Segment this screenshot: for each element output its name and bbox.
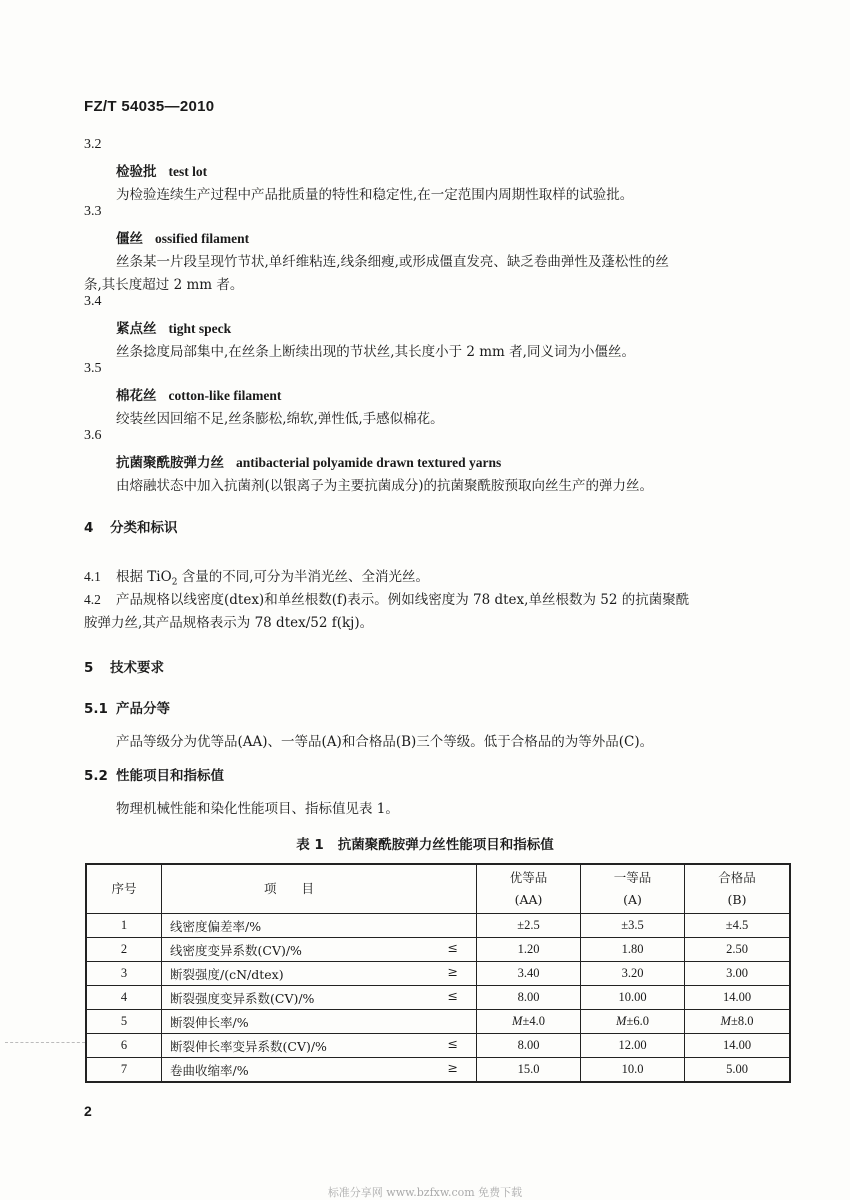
clause-number: 5.2 xyxy=(84,768,108,784)
cell-aa: ±2.5 xyxy=(477,914,581,938)
term-cn: 抗菌聚酰胺弹力丝 xyxy=(116,455,224,471)
clause-text: 产品规格以线密度(dtex)和单丝根数(f)表示。例如线密度为 78 dtex,单丝根数为 52 的抗菌聚酰 xyxy=(116,592,690,608)
item-label: 断裂伸长率变异系数(CV)/% xyxy=(170,1038,327,1054)
item-label: 断裂伸长率/% xyxy=(170,1014,249,1030)
header-b-code: (B) xyxy=(727,892,747,907)
term-en: antibacterial polyamide drawn textured yarns xyxy=(236,455,502,470)
term-number: 3.3 xyxy=(84,204,102,219)
cell-no: 7 xyxy=(86,1058,162,1083)
header-a-label: 一等品 xyxy=(613,870,652,885)
term-number: 3.2 xyxy=(84,137,102,152)
term-cn: 检验批 xyxy=(116,164,157,180)
term-en: tight speck xyxy=(168,321,232,336)
cell-aa: 1.20 xyxy=(477,938,581,962)
cell-no: 3 xyxy=(86,962,162,986)
table-row xyxy=(86,962,790,986)
table-row xyxy=(86,1010,790,1034)
cell-item xyxy=(162,1034,477,1058)
cell-item xyxy=(162,938,477,962)
term-title xyxy=(116,451,501,471)
term-definition: 丝条某一片段呈现竹节状,单纤维粘连,线条细瘦,或形成僵直发亮、缺乏卷曲弹性及蓬松性的丝 xyxy=(116,254,669,270)
table-row xyxy=(86,938,790,962)
cell-item xyxy=(162,986,477,1010)
item-label: 线密度偏差率/% xyxy=(170,918,262,934)
clause-number: 4.1 xyxy=(84,569,101,584)
cell-b: M±8.0 xyxy=(685,1010,791,1034)
cell-item xyxy=(162,1010,477,1034)
cell-no: 6 xyxy=(86,1034,162,1058)
clause-subscript: 2 xyxy=(171,577,178,588)
cell-no: 4 xyxy=(86,986,162,1010)
clause-title: 性能项目和指标值 xyxy=(116,768,224,784)
table-header-row xyxy=(86,864,790,914)
term-title xyxy=(116,317,231,337)
section-number: 4 xyxy=(84,520,94,536)
term-definition: 绞装丝因回缩不足,丝条膨松,绵软,弹性低,手感似棉花。 xyxy=(116,411,444,427)
section-title: 分类和标识 xyxy=(110,520,178,536)
term-definition-cont: 条,其长度超过 2 mm 者。 xyxy=(84,277,244,293)
cell-a: 3.20 xyxy=(581,962,685,986)
term-definition: 为检验连续生产过程中产品批质量的特性和稳定性,在一定范围内周期性取样的试验批。 xyxy=(116,187,634,203)
cell-item xyxy=(162,962,477,986)
table-row xyxy=(86,914,790,938)
cell-b: ±4.5 xyxy=(685,914,791,938)
term-title xyxy=(116,384,281,404)
cell-a: M±6.0 xyxy=(581,1010,685,1034)
section-heading xyxy=(84,516,178,536)
term-cn: 紧点丝 xyxy=(116,321,157,337)
item-label: 断裂强度/(cN/dtex) xyxy=(170,966,284,982)
table-caption-title: 抗菌聚酰胺弹力丝性能项目和指标值 xyxy=(337,837,554,853)
item-label: 断裂强度变异系数(CV)/% xyxy=(170,990,315,1006)
term-number: 3.5 xyxy=(84,361,102,376)
table-row xyxy=(86,1058,790,1083)
cell-a: 10.00 xyxy=(581,986,685,1010)
term-number: 3.4 xyxy=(84,294,102,309)
clause-text-pre: 根据 TiO xyxy=(116,569,172,585)
cell-a: ±3.5 xyxy=(581,914,685,938)
section-number: 5 xyxy=(84,660,94,676)
cell-aa: 3.40 xyxy=(477,962,581,986)
term-definition: 由熔融状态中加入抗菌剂(以银离子为主要抗菌成分)的抗菌聚酰胺预取向丝生产的弹力丝。 xyxy=(116,478,654,494)
cell-a: 10.0 xyxy=(581,1058,685,1083)
term-cn: 棉花丝 xyxy=(116,388,157,404)
comparison-operator: ≤ xyxy=(447,940,458,955)
header-a xyxy=(581,864,685,914)
table-row xyxy=(86,986,790,1010)
comparison-operator: ≤ xyxy=(447,988,458,1003)
clause-5-2-text: 物理机械性能和染化性能项目、指标值见表 1。 xyxy=(116,801,399,817)
cell-item xyxy=(162,914,477,938)
cell-no: 5 xyxy=(86,1010,162,1034)
section-title: 技术要求 xyxy=(110,660,164,676)
table-row xyxy=(86,1034,790,1058)
cell-b: 14.00 xyxy=(685,1034,791,1058)
term-en: test lot xyxy=(168,164,208,179)
term-definition: 丝条捻度局部集中,在丝条上断续出现的节状丝,其长度小于 2 mm 者,同义词为小僵丝。 xyxy=(116,344,635,360)
clause-5-2-heading xyxy=(84,764,224,784)
header-b-label: 合格品 xyxy=(718,870,756,885)
cell-item xyxy=(162,1058,477,1083)
clause-4-2 xyxy=(84,588,689,608)
cell-aa: 8.00 xyxy=(477,986,581,1010)
item-label: 线密度变异系数(CV)/% xyxy=(170,942,302,958)
cell-b: 5.00 xyxy=(685,1058,791,1083)
comparison-operator: ≥ xyxy=(447,1060,458,1075)
watermark: 标准分享网 www.bzfxw.com 免费下载 xyxy=(327,1186,523,1199)
cell-aa: M±4.0 xyxy=(477,1010,581,1034)
header-item: 项 目 xyxy=(162,864,477,914)
term-cn: 僵丝 xyxy=(116,231,143,247)
cell-no: 1 xyxy=(86,914,162,938)
header-no: 序号 xyxy=(86,864,162,914)
header-aa xyxy=(477,864,581,914)
clause-title: 产品分等 xyxy=(116,701,170,717)
header-aa-label: 优等品 xyxy=(509,870,548,885)
cell-no: 2 xyxy=(86,938,162,962)
table-caption xyxy=(0,833,850,853)
cell-a: 1.80 xyxy=(581,938,685,962)
standard-code: FZ/T 54035—2010 xyxy=(84,98,215,115)
clause-4-1 xyxy=(84,565,429,588)
term-number: 3.6 xyxy=(84,428,102,443)
page-number: 2 xyxy=(84,1103,92,1119)
section-heading xyxy=(84,656,164,676)
cell-b: 2.50 xyxy=(685,938,791,962)
table-caption-number: 表 1 xyxy=(296,837,324,853)
clause-5-1-heading xyxy=(84,697,170,717)
performance-table xyxy=(85,863,791,1083)
item-label: 卷曲收缩率/% xyxy=(170,1062,249,1078)
term-en: ossified filament xyxy=(155,231,250,246)
cell-aa: 8.00 xyxy=(477,1034,581,1058)
cell-aa: 15.0 xyxy=(477,1058,581,1083)
clause-text-post: 含量的不同,可分为半消光丝、全消光丝。 xyxy=(177,569,430,585)
header-aa-code: (AA) xyxy=(514,892,543,907)
clause-5-1-text: 产品等级分为优等品(AA)、一等品(A)和合格品(B)三个等级。低于合格品的为等外品(C)。 xyxy=(116,734,654,750)
comparison-operator: ≤ xyxy=(447,1036,458,1051)
header-b xyxy=(685,864,791,914)
cell-a: 12.00 xyxy=(581,1034,685,1058)
clause-number: 5.1 xyxy=(84,701,108,717)
header-a-code: (A) xyxy=(623,892,642,907)
term-title xyxy=(116,160,207,180)
clause-4-2-cont: 胺弹力丝,其产品规格表示为 78 dtex/52 f(kj)。 xyxy=(84,615,374,631)
clause-number: 4.2 xyxy=(84,592,101,607)
cell-b: 14.00 xyxy=(685,986,791,1010)
comparison-operator: ≥ xyxy=(447,964,458,979)
scan-artifact-line xyxy=(5,1042,85,1043)
cell-b: 3.00 xyxy=(685,962,791,986)
term-title xyxy=(116,227,249,247)
term-en: cotton-like filament xyxy=(168,388,282,403)
